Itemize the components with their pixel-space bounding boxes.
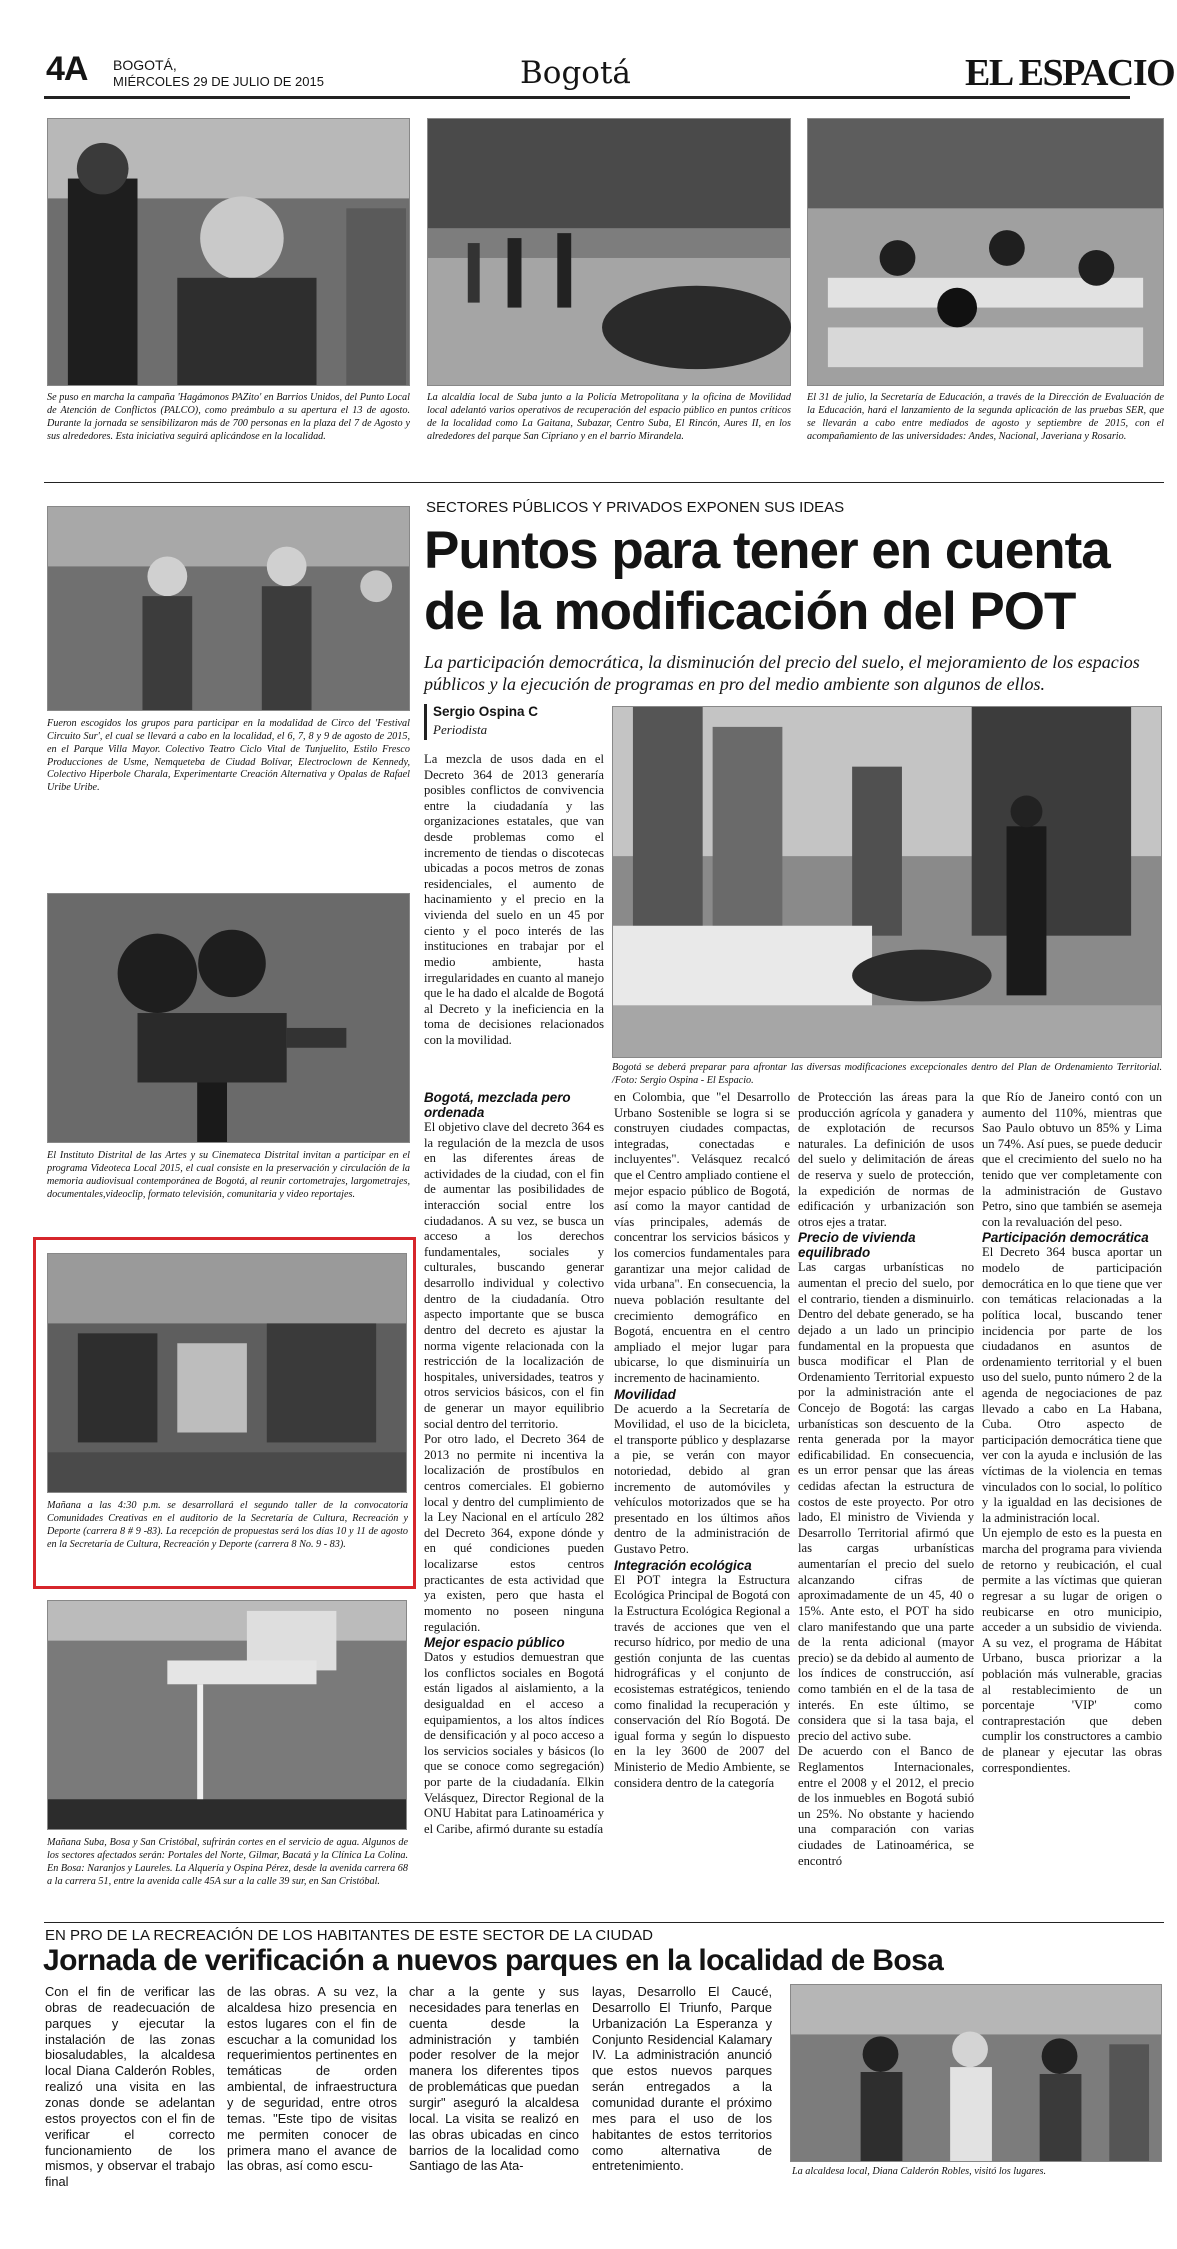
subhead-movilidad: Movilidad [614, 1386, 676, 1402]
photo-alcaldesa-visit [790, 1984, 1162, 2162]
photo-palco-campaign [47, 118, 410, 386]
bottom-paragraph-2: de las obras. A su vez, la alcaldesa hizo presencia en estos lugares con el fin de escuchar a la comunidad los requerimientos pertinentes en temáticas de orden ambiental, de infraestructura y de seguridad, entre otros temas. "Este tipo de visitas me permiten conocer de primera mano el avance de las obras, así como escu- [227, 1984, 397, 2174]
paragraph-proteccion: de Protección las áreas para la producción agrícola y ganadera y de explotación de recursos naturales. La definición de usos del suelo y delimitación de áreas de reserva y suelo de protección, la expedición de normas de edificación y urbanización son otros ejes a tratar. [798, 1090, 974, 1229]
subhead-mezclada: Bogotá, mezclada pero ordenada [424, 1090, 571, 1120]
bottom-rule [44, 1922, 1164, 1923]
caption-alcaldesa: La alcaldesa local, Diana Calderón Robles, visitó los lugares. [792, 2166, 1047, 2177]
bottom-paragraph-1: Con el fin de verificar las obras de readecuación de parques y ejecutar la instalación de las zonas biosaludables, la alcaldesa local Diana Calderón Robles, realizó una visita en las zonas donde se adelantan estos proyectos con el fin de verificar el correcto funcionamiento de los mismos, y observar el trabajo final [45, 1984, 215, 2190]
photo-water-faucet [47, 1600, 407, 1830]
caption-cinemateca: El Instituto Distrital de las Artes y su Cinemateca Distrital invitan a participar en el programa Videoteca Local 2015, el cual consiste en la preservación y circulación de la memoria audiovisual contemporánea de Bogotá, al reunir cortometrajes, largometrajes, documentales,videoclip, formato televisión, comunitaria y video reportajes. [47, 1150, 410, 1200]
article-lead: La participación democrática, la disminución del precio del suelo, el mejoramiento de los espacios públicos y la ejecución de programas en pro del medio ambiente son algunos de ellos. [424, 652, 1140, 694]
author-role: Periodista [433, 722, 488, 737]
bottom-column-3 [409, 1984, 579, 2179]
header-date: MIÉRCOLES 29 DE JULIO DE 2015 [113, 74, 324, 89]
paragraph-movilidad: De acuerdo a la Secretaría de Movilidad, el uso de la bicicleta, el transporte público y desplazarse a pie, se verán con mayor notoriedad, debido al gran incremento de automóviles y vehículos motorizados que se ha presentado en los últimos años dentro de la administración de Gustavo Petro. [614, 1401, 790, 1557]
photo-circus-festival [47, 506, 410, 711]
caption-pot-photo: Bogotá se deberá preparar para afrontar las diversas modificaciones excepcionales dentro del Plan de Ordenamiento Territorial. /Foto: Sergio Ospina - El Espacio. [612, 1062, 1162, 1086]
subhead-integracion: Integración ecológica [614, 1557, 752, 1573]
subhead-precio: Precio de vivienda equilibrado [798, 1230, 916, 1261]
top-row-rule [44, 482, 1164, 483]
caption-water-cuts: Mañana Suba, Bosa y San Cristóbal, sufrirán cortes en el servicio de agua. Algunos de los sectores afectados serán: Portales del Norte, Gilmar, Bacatá y la Clínica La Colina. En Bosa: Naranjos y Laureles. La Alquería y Ospina Pérez, desde la avenida carrera 68 a la carrera 51, entre la avenida calle 45A sur a la calle 39 sur, en San Cristóbal. [47, 1837, 408, 1887]
paragraph-decreto: El objetivo clave del decreto 364 es la regulación de la mezcla de usos en las diferentes áreas de actividades de la ciudad, con el fin de aumentar las posibilidades de interacción social entre los ciudadanos. A su vez, se busca un acceso a los derechos fundamentales, sociales y culturales, buscando generar desarrollo individual y colectivo dentro de la ciudadanía. Otro aspecto importante que se busca dentro del decreto es ajustar la norma vigente relacionada con la restricción de la localización de hospitales, universidades, teatros y otros servicios básicos, con el fin de generar un mayor equilibrio social dentro del territorio. [424, 1120, 604, 1431]
article-kicker: SECTORES PÚBLICOS Y PRIVADOS EXPONEN SUS IDEAS [426, 499, 845, 516]
bottom-column-4 [592, 1984, 772, 2179]
author-bar [424, 704, 427, 740]
caption-circus: Fueron escogidos los grupos para participar en la modalidad de Circo del 'Festival Circuito Sur', el cual se llevará a cabo en la localidad, el 6, 7, 8 y 9 de agosto de 2015, en el Parque Villa Mayor. Colectivo Teatro Ciclo Vital de Tunjuelito, Estilo Fresco Producciones de Usme, Nemqueteba de Ciudad Bolívar, Electroclown de Kennedy, Colectivo Hiperbole Charala, Experimentarte Creación Alternativa y Opalas de Rafael Uribe Uribe. [47, 718, 410, 794]
caption-comunidades-creativas: Mañana a las 4:30 p.m. se desarrollará el segundo taller de la convocatoria Comunidades Creativas en el auditorio de la Secretaría de Cultura, Recreación y Deporte (carrera 8 # 9 -83). La recepción de propuestas será los días 10 y 11 de agosto en la Secretaría de Cultura, Recreación y Deporte (carrera 8 No. 9 - 83). [47, 1500, 408, 1550]
masthead: EL ESPACIO [965, 52, 1175, 94]
article-column-2 [614, 1090, 790, 1923]
header-city: BOGOTÁ, [113, 57, 177, 73]
bottom-column-1 [45, 1984, 215, 2190]
page-number: 4A [46, 50, 88, 88]
caption-suba: La alcaldía local de Suba junto a la Policía Metropolitana y la oficina de Movilidad local adelantó varios operativos de recuperación del espacio público en puntos críticos de la localidad como La Gaitana, Subazar, Centro Suba, El Rincón, Aures II, en los alrededores del parque San Cipriano y en el barrio Mirandela. [427, 392, 791, 442]
bottom-kicker: EN PRO DE LA RECREACIÓN DE LOS HABITANTES DE ESTE SECTOR DE LA CIUDAD [45, 1927, 653, 1944]
paragraph-participacion: El Decreto 364 busca aportar un modelo de participación democrática en lo que tiene que ver con temáticas relacionadas a la política local, buscando tener incidencia por parte de los ciudadanos en asuntos de ordenamiento territorial y el buen uso del suelo, punto número 2 de la agenda de negociaciones de paz llevado a cabo en La Habana, Cuba. Otro aspecto de participación democrática tiene que ver con la ayuda e inclusión de las víctimas de la violencia en temas vinculados con lo social, lo político y la igualdad en las decisiones de la administración local. [982, 1245, 1162, 1525]
paragraph-prostibulos: Por otro lado, el Decreto 364 de 2013 no permite ni incentiva la localización de prostíbulos en centros comerciales. El gobierno local y dentro del cumplimiento de la Ley Nacional en el artículo 282 del Decreto 364, expone dónde y en qué condiciones pueden localizarse estos centros practicantes de esta actividad que ya existen, pero que hasta el momento no poseen ninguna regulación. [424, 1432, 604, 1634]
subhead-participacion: Participación democrática [982, 1230, 1149, 1246]
photo-graffiti-wall [47, 1253, 407, 1493]
article-column-1 [424, 1090, 604, 1923]
bottom-title: Jornada de verificación a nuevos parques en la localidad de Bosa [43, 1944, 944, 1977]
header-rule [44, 96, 1130, 99]
paragraph-espacio: Datos y estudios demuestran que los conflictos sociales en Bogotá están ligados al aislamiento, a la desigualdad en el acceso a equipamientos, a los altos índices de densificación y al poco acceso a los servicios sociales y básicos (lo que se conoce como segregación) por parte de la ciudadanía. Elkin Velásquez, Director Regional de la ONU Habitat para Latinoamérica y el Caribe, afirmó durante su estadía [424, 1650, 604, 1836]
article-column-3 [798, 1090, 974, 1923]
subhead-espacio-publico: Mejor espacio público [424, 1635, 565, 1651]
photo-film-projector [47, 893, 410, 1143]
photo-suba-operation [427, 118, 791, 386]
paragraph-banco: De acuerdo con el Banco de Reglamentos Internacionales, entre el 2008 y el 2012, el precio de los inmuebles en Bogotá subió un 25%. No obstante y haciendo una comparación con varias ciudades de Latinoamérica, se encontró [798, 1744, 974, 1868]
article-title-line2: de la modificación del POT [424, 582, 1076, 641]
photo-street-pedestrian [612, 706, 1162, 1058]
article-column-1-top [424, 752, 604, 1072]
paragraph-ejemplo: Un ejemplo de esto es la puesta en marcha del programa para vivienda de retorno y reubicación, el cual permite a las víctimas que quieran regresar a su lugar de origen o reubicarse en otro municipio, acceder a un subsidio de vivienda. A su vez, el programa de Hábitat Urbano, busca priorizar a la población más vulnerable, gracias al restablecimiento de un porcentaje 'VIP' como contraprestación que deben cumplir los constructores a cambio de planear y ejecutar las obras correspondientes. [982, 1526, 1162, 1775]
bottom-column-2 [227, 1984, 397, 2179]
bottom-paragraph-4: layas, Desarrollo El Caucé, Desarrollo El Triunfo, Parque Urbanización La Esperanza y Conjunto Residencial Kalamary IV. La administración anunció que estos nuevos parques serán entregados a la comunidad durante el próximo mes para el uso de los habitantes de estos territorios como alternativa de entretenimiento. [592, 1984, 772, 2174]
section-title: Bogotá [520, 55, 631, 91]
bottom-paragraph-3: char a la gente y sus necesidades para tenerlas en cuenta desde la administración y también poder resolver de la mejor manera los diferentes tipos de problemáticas que puedan surgir" aseguró la alcaldesa local. La visita se realizó en las obras ubicadas en cinco barrios de la localidad como Santiago de las Ata- [409, 1984, 579, 2174]
paragraph-cargas: Las cargas urbanísticas no aumentan el precio del suelo, por el contrario, tienden a disminuirlo. Dentro del debate generado, se ha dejado a un lado un principio fundamental en la propuesta que busca modificar el Plan de Ordenamiento Territorial expuesto por la administración ante el Concejo de Bogotá: las cargas urbanísticas son descuento de la renta generada por la mayor edificabilidad. En consecuencia, es un error pensar que las áreas cedidas afectan la estructura de costos de este proyecto. Por otro lado, El ministro de Vivienda y Desarrollo Territorial afirmó que las cargas urbanísticas aumentarían el precio del suelo alcanzando cifras de aproximadamente de un 45, 40 o 15%. Ante esto, el POT ha sido claro manifestando que una parte de la renta adicional (mayor precio) se da debido al aumento de los índices de construcción, así como también en el de la tasa de interés. En este último, se considera que si la tasa baja, el precio del activo sube. [798, 1260, 974, 1743]
paragraph-integracion: El POT integra la Estructura Ecológica Principal de Bogotá con la Estructura Ecológica Regional a través de acciones que ven el recurso hídrico, por medio de una gestión conjunta de las cuentas hidrográficas y el conjunto de ecosistemas estratégicos, teniendo como finalidad la recuperación y conservación del Río Bogotá. De igual forma y según lo dispuesto en la ley 3600 de 2007 del Ministerio de Medio Ambiente, se considera dentro de la categoría [614, 1572, 790, 1790]
paragraph-velasquez: en Colombia, que "el Desarrollo Urbano Sostenible se logra si se construyen ciudades compactas, integradas, conectadas e incluyentes". Velásquez recalcó que el Centro ampliado contiene el mejor espacio público de Bogotá, así como la mayor cantidad de vías principales, además de concentrar los servicios básicos y los comercios fundamentales para garantizar una mejor calidad de vida urbana". En consecuencia, la nueva población resultante del crecimiento demográfico en Bogotá, encuentra en el centro ampliado el mejor lugar para ubicarse, lo que disminuiría un incremento de hacinamiento. [614, 1090, 790, 1385]
photo-ser-tests [807, 118, 1164, 386]
caption-palco: Se puso en marcha la campaña 'Hagámonos PAZito' en Barrios Unidos, del Punto Local de Atención de Conflictos (PALCO), como preámbulo a su apertura el 13 de agosto. Durante la jornada se sensibilizaron más de 700 personas en la plaza del 7 de Agosto y sus alrededores. Esta iniciativa seguirá aplicándose en la localidad. [47, 392, 410, 442]
paragraph-intro: La mezcla de usos dada en el Decreto 364 de 2013 generaría posibles conflictos de convivencia entre la ciudadanía y las organizaciones estatales, que van desde problemas como el incremento de tiendas o discotecas ubicadas a pocos metros de zonas residenciales, el aumento de hacinamiento y el precio en la vivienda del suelo en un 45 por ciento y el poco interés de las instituciones en trabajar por el medio ambiente, hasta irregularidades en cuanto al manejo que le ha dado el alcalde de Bogotá al Decreto y la ineficiencia en la toma de decisiones relacionados con la movilidad. [424, 752, 604, 1047]
article-title-line1: Puntos para tener en cuenta [424, 521, 1110, 580]
article-column-4 [982, 1090, 1162, 1923]
caption-ser: El 31 de julio, la Secretaría de Educación, a través de la Dirección de Evaluación de la Educación, hará el lanzamiento de la segunda aplicación de las pruebas SER, que se llevarán a cabo entre mediados de agosto y septiembre de 2015, con el acompañamiento de las universidades: Andes, Nacional, Javeriana y Rosario. [807, 392, 1164, 442]
author-name: Sergio Ospina C [433, 704, 539, 719]
paragraph-rio: que Río de Janeiro contó con un aumento del 110%, mientras que Sao Paulo obtuvo un 85% y Lima un 74%. Así pues, se puede deducir que el crecimiento del suelo no ha tenido que ver completamente con la administración de Gustavo Petro, sino que también se asemeja con la revaluación del peso. [982, 1090, 1162, 1229]
